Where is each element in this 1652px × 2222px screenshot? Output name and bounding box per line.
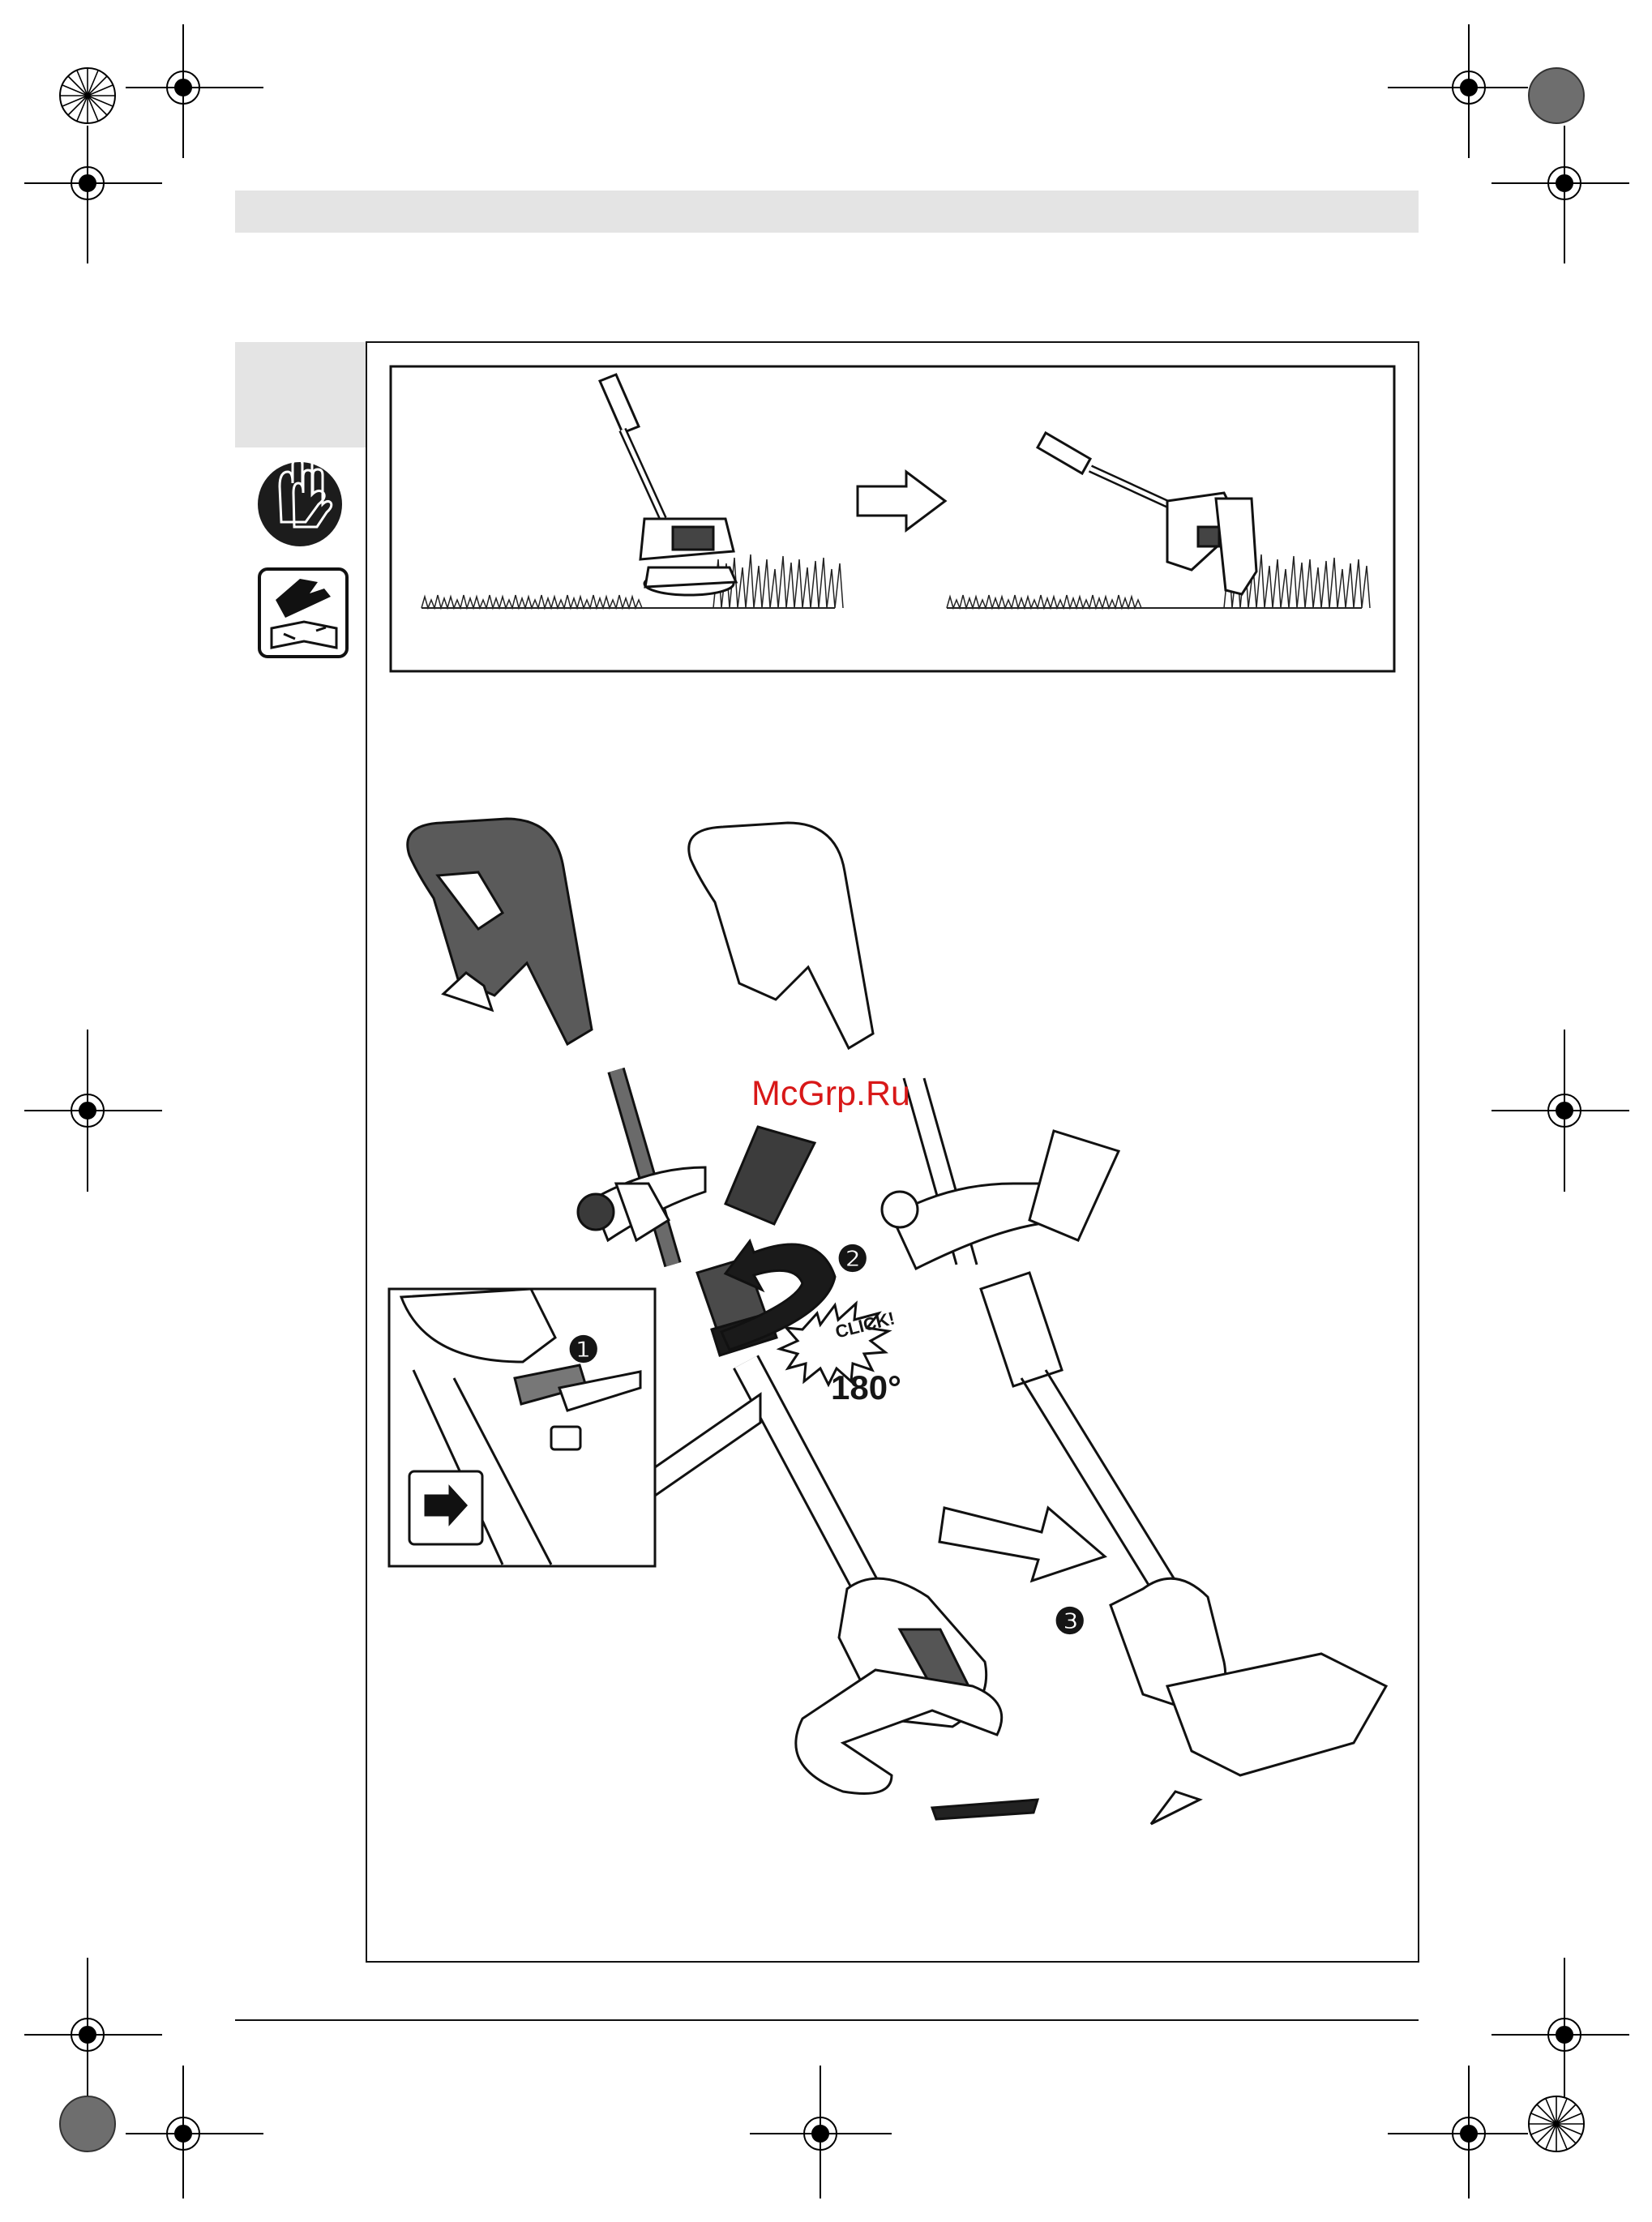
gloves-icon bbox=[258, 456, 342, 546]
click-label: CLICK! bbox=[832, 1308, 897, 1342]
starburst-disc-tl bbox=[60, 68, 115, 123]
manual-icon bbox=[259, 569, 347, 657]
grass-left bbox=[422, 554, 843, 608]
slide-arrow-icon bbox=[939, 1508, 1105, 1581]
step-three-label: ❸ bbox=[1054, 1602, 1086, 1642]
side-tab bbox=[235, 342, 366, 447]
step-one-label: ❶ bbox=[567, 1330, 600, 1370]
watermark: McGrp.Ru bbox=[751, 1074, 910, 1113]
step-two-label: ❷ bbox=[837, 1239, 869, 1279]
starburst-disc-br bbox=[1529, 2096, 1584, 2151]
trimmer-horizontal bbox=[600, 375, 736, 595]
gray-disc-tr bbox=[1529, 68, 1584, 123]
angle-label: 180° bbox=[831, 1368, 901, 1406]
arrow-right-icon bbox=[858, 472, 945, 530]
grass-right bbox=[947, 554, 1370, 608]
header-bar bbox=[235, 191, 1419, 233]
gray-disc-bl bbox=[60, 2096, 115, 2151]
trimmer-edging bbox=[1038, 433, 1256, 594]
